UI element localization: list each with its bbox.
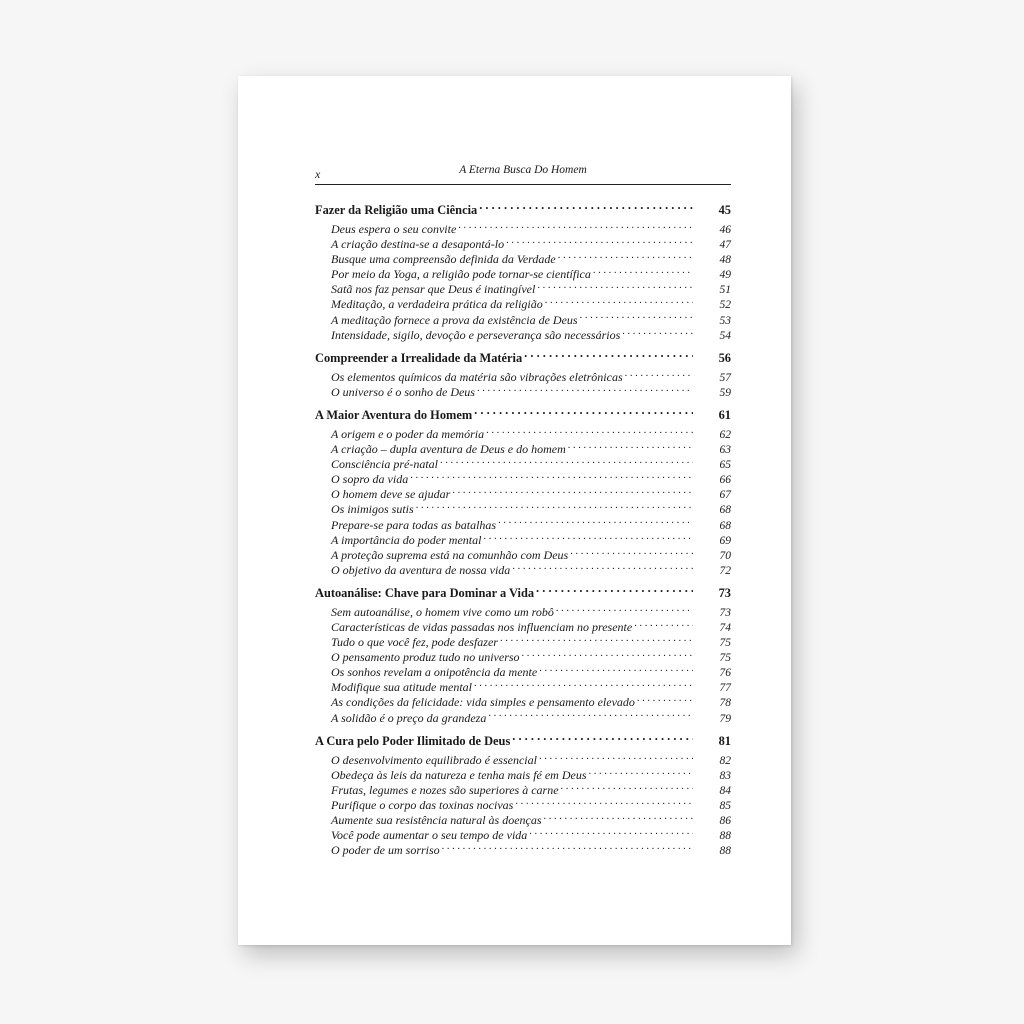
- chapter-row: [315, 347, 731, 364]
- subsection-page-number: 53: [719, 314, 731, 327]
- subsection-title: Os inimigos sutis: [331, 502, 414, 517]
- dot-leader: [477, 381, 693, 396]
- subsection-title: O homem deve se ajudar: [331, 487, 451, 502]
- subsection-title: A criação destina-se a desapontá-lo: [331, 237, 505, 252]
- subsection-page-number: 54: [719, 329, 731, 342]
- subsection-row: [315, 749, 731, 767]
- subsection-page-number: 66: [719, 474, 731, 487]
- book-page: [238, 76, 791, 945]
- subsection-page-number: 69: [719, 534, 731, 547]
- dot-leader: [479, 199, 693, 214]
- subsection-row: [315, 601, 731, 619]
- dot-leader: [498, 514, 693, 529]
- subsection-title: Busque uma compreensão definida da Verdade: [331, 252, 556, 267]
- dot-leader: [561, 779, 693, 794]
- dot-leader: [637, 691, 693, 706]
- dot-leader: [558, 248, 693, 263]
- subsection-page-number: 73: [719, 606, 731, 619]
- subsection-title: Modifique sua atitude mental: [331, 680, 472, 695]
- dot-leader: [536, 582, 693, 597]
- chapter-row: [315, 404, 731, 421]
- dot-leader: [529, 824, 693, 839]
- toc-section: [315, 347, 731, 399]
- subsection-title: Purifique o corpo das toxinas nocivas: [331, 797, 514, 812]
- dot-leader: [556, 601, 693, 616]
- dot-leader: [622, 324, 693, 339]
- chapter-title: A Maior Aventura do Homem: [315, 407, 473, 422]
- subsection-title: Sem autoanálise, o homem vive como um robô: [331, 604, 554, 619]
- subsection-page-number: 83: [719, 769, 731, 782]
- subsection-title: Tudo o que você fez, pode desfazer: [331, 635, 498, 650]
- subsection-page-number: 67: [719, 489, 731, 502]
- subsection-title: O objetivo da aventura de nossa vida: [331, 562, 511, 577]
- subsection-page-number: 57: [719, 371, 731, 384]
- dot-leader: [580, 309, 693, 324]
- subsection-page-number: 75: [719, 637, 731, 650]
- subsection-page-number: 68: [719, 519, 731, 532]
- dot-leader: [522, 646, 693, 661]
- dot-leader: [545, 293, 693, 308]
- subsection-title: Obedeça às leis da natureza e tenha mais fé em Deus: [331, 767, 587, 782]
- subsection-page-number: 82: [719, 754, 731, 767]
- subsection-page-number: 62: [719, 428, 731, 441]
- subsection-title: Deus espera o seu convite: [331, 222, 457, 236]
- chapter-page-number: 61: [718, 407, 731, 422]
- dot-leader: [634, 616, 693, 631]
- subsection-title: O universo é o sonho de Deus: [331, 384, 475, 399]
- subsection-title: As condições da felicidade: vida simples e pensamento elevado: [331, 695, 635, 710]
- chapter-row: [315, 582, 731, 599]
- subsection-row: [315, 366, 731, 384]
- dot-leader: [544, 809, 693, 824]
- subsection-page-number: 72: [719, 564, 731, 577]
- chapter-title: Autoanálise: Chave para Dominar a Vida: [315, 585, 535, 600]
- subsection-title: Os elementos químicos da matéria são vibrações eletrônicas: [331, 369, 623, 384]
- dot-leader: [570, 544, 693, 559]
- dot-leader: [506, 233, 693, 248]
- chapter-title: Compreender a Irrealidade da Matéria: [315, 350, 523, 365]
- subsection-page-number: 48: [719, 254, 731, 267]
- subsection-title: Satã nos faz pensar que Deus é inatingível: [331, 282, 536, 297]
- dot-leader: [589, 764, 693, 779]
- toc-section: [315, 730, 731, 858]
- dot-leader: [625, 366, 693, 381]
- subsection-page-number: 75: [719, 652, 731, 665]
- subsection-title: A importância do poder mental: [331, 532, 482, 547]
- subsection-title: Intensidade, sigilo, devoção e perseverança são necessários: [331, 327, 621, 342]
- running-title: A Eterna Busca Do Homem: [459, 164, 587, 176]
- dot-leader: [539, 749, 693, 764]
- subsection-title: A solidão é o preço da grandeza: [331, 710, 487, 725]
- subsection-title: O pensamento produz tudo no universo: [331, 650, 520, 665]
- dot-leader: [512, 559, 693, 574]
- dot-leader: [440, 453, 693, 468]
- subsection-page-number: 51: [719, 284, 731, 297]
- subsection-title: Os sonhos revelam a onipotência da mente: [331, 665, 538, 680]
- dot-leader: [442, 839, 693, 854]
- subsection-page-number: 63: [719, 444, 731, 457]
- subsection-title: Consciência pré-natal: [331, 457, 438, 472]
- dot-leader: [539, 661, 693, 676]
- subsection-page-number: 68: [719, 504, 731, 517]
- chapter-row: [315, 730, 731, 747]
- dot-leader: [568, 438, 693, 453]
- subsection-row: [315, 423, 731, 441]
- subsection-page-number: 79: [719, 712, 731, 725]
- dot-leader: [410, 468, 693, 483]
- dot-leader: [500, 631, 693, 646]
- dot-leader: [416, 498, 693, 513]
- subsection-page-number: 88: [719, 830, 731, 843]
- chapter-page-number: 81: [718, 733, 731, 748]
- page-folio: x: [315, 167, 321, 181]
- chapter-title: A Cura pelo Poder Ilimitado de Deus: [315, 733, 511, 748]
- subsection-title: A meditação fornece a prova da existência de Deus: [331, 312, 578, 327]
- subsection-page-number: 46: [719, 224, 731, 236]
- dot-leader: [524, 347, 693, 362]
- subsection-page-number: 74: [719, 621, 731, 634]
- subsection-page-number: 59: [719, 386, 731, 399]
- subsection-title: Aumente sua resistência natural às doenças: [331, 813, 542, 827]
- subsection-page-number: 88: [719, 845, 731, 858]
- toc-section: [315, 404, 731, 577]
- chapter-page-number: 56: [718, 350, 731, 365]
- subsection-title: Por meio da Yoga, a religião pode tornar-se científica: [331, 267, 591, 282]
- dot-leader: [474, 676, 693, 691]
- subsection-page-number: 65: [719, 459, 731, 472]
- subsection-title: A proteção suprema está na comunhão com Deus: [331, 547, 569, 562]
- subsection-title: Características de vidas passadas nos influenciam no presente: [331, 619, 633, 634]
- dot-leader: [474, 404, 693, 419]
- subsection-page-number: 77: [719, 682, 731, 695]
- subsection-title: O sopro da vida: [331, 472, 409, 487]
- dot-leader: [515, 794, 693, 809]
- dot-leader: [458, 218, 693, 233]
- subsection-page-number: 70: [719, 549, 731, 562]
- subsection-title: Prepare-se para todas as batalhas: [331, 517, 497, 532]
- dot-leader: [483, 529, 693, 544]
- subsection-title: O poder de um sorriso: [331, 843, 440, 858]
- chapter-title: Fazer da Religião uma Ciência: [315, 203, 478, 217]
- subsection-title: O desenvolvimento equilibrado é essencial: [331, 752, 537, 767]
- subsection-page-number: 86: [719, 815, 731, 827]
- subsection-title: A criação – dupla aventura de Deus e do homem: [331, 442, 566, 457]
- dot-leader: [488, 707, 693, 722]
- subsection-page-number: 52: [719, 299, 731, 312]
- table-of-contents: [315, 199, 731, 858]
- chapter-row: [315, 199, 731, 216]
- subsection-title: Meditação, a verdadeira prática da religião: [331, 297, 543, 312]
- dot-leader: [593, 263, 693, 278]
- toc-section: [315, 199, 731, 342]
- subsection-title: A origem e o poder da memória: [331, 426, 485, 441]
- page-content: [315, 164, 731, 862]
- toc-section: [315, 582, 731, 725]
- dot-leader: [512, 730, 693, 745]
- running-head: [315, 164, 731, 185]
- subsection-page-number: 47: [719, 239, 731, 252]
- subsection-row: [315, 218, 731, 236]
- subsection-page-number: 49: [719, 269, 731, 282]
- dot-leader: [452, 483, 693, 498]
- subsection-title: Frutas, legumes e nozes são superiores à carne: [331, 782, 559, 797]
- chapter-page-number: 73: [718, 585, 731, 600]
- subsection-page-number: 85: [719, 799, 731, 812]
- subsection-page-number: 84: [719, 784, 731, 797]
- subsection-title: Você pode aumentar o seu tempo de vida: [331, 828, 528, 843]
- subsection-page-number: 78: [719, 697, 731, 710]
- subsection-page-number: 76: [719, 667, 731, 680]
- chapter-page-number: 45: [718, 203, 731, 217]
- dot-leader: [537, 278, 693, 293]
- dot-leader: [486, 423, 693, 438]
